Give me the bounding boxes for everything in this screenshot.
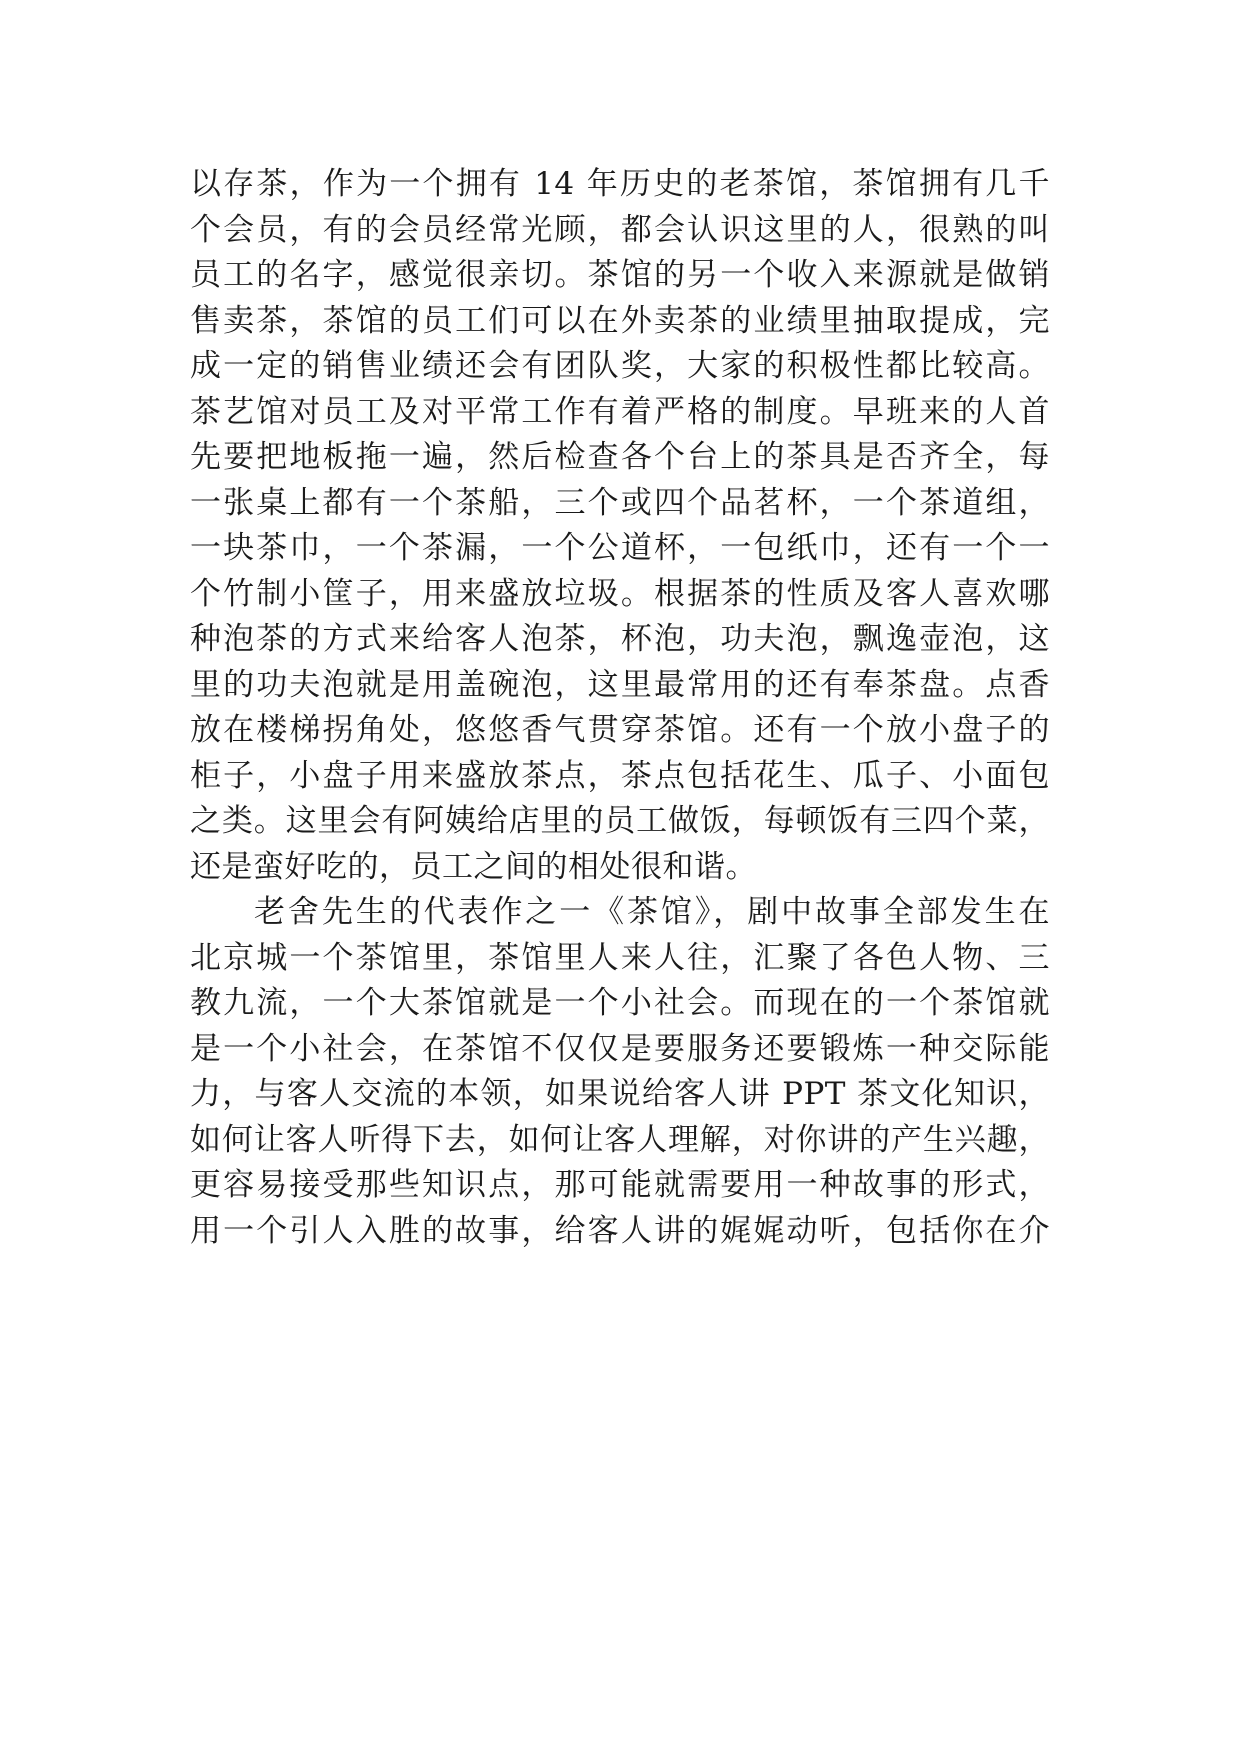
text-line: 一张桌上都有一个茶船，三个或四个品茗杯，一个茶道组， <box>190 484 1050 521</box>
text-line: 成一定的销售业绩还会有团队奖，大家的积极性都比较高。 <box>190 348 1050 384</box>
text-line: 先要把地板拖一遍，然后检查各个台上的茶具是否齐全，每 <box>190 439 1050 475</box>
text-line: 之类。这里会有阿姨给店里的员工做饭，每顿饭有三四个菜， <box>190 803 1050 839</box>
text-line: 如何让客人听得下去，如何让客人理解，对你讲的产生兴趣， <box>190 1121 1050 1158</box>
text-line: 老舍先生的代表作之一《茶馆》，剧中故事全部发生在 <box>254 894 1050 930</box>
text-line: 还是蛮好吃的，员工之间的相处很和谐。 <box>190 848 757 885</box>
text-line: 种泡茶的方式来给客人泡茶，杯泡，功夫泡，飘逸壶泡，这 <box>190 621 1050 657</box>
text-line: 力，与客人交流的本领，如果说给客人讲 PPT 茶文化知识， <box>190 1076 1050 1112</box>
text-line: 教九流，一个大茶馆就是一个小社会。而现在的一个茶馆就 <box>190 985 1050 1021</box>
text-line: 里的功夫泡就是用盖碗泡，这里最常用的还有奉茶盘。点香 <box>190 666 1050 703</box>
text-line: 北京城一个茶馆里，茶馆里人来人往，汇聚了各色人物、三 <box>190 939 1050 976</box>
text-line: 是一个小社会，在茶馆不仅仅是要服务还要锻炼一种交际能 <box>190 1030 1050 1067</box>
text-line: 一块茶巾，一个茶漏，一个公道杯，一包纸巾，还有一个一 <box>190 530 1050 566</box>
text-line: 以存茶，作为一个拥有 14 年历史的老茶馆，茶馆拥有几千 <box>190 166 1050 202</box>
text-line: 放在楼梯拐角处，悠悠香气贯穿茶馆。还有一个放小盘子的 <box>190 712 1050 748</box>
text-line: 售卖茶，茶馆的员工们可以在外卖茶的业绩里抽取提成，完 <box>190 302 1050 339</box>
text-line: 茶艺馆对员工及对平常工作有着严格的制度。早班来的人首 <box>190 393 1050 430</box>
text-line: 个会员，有的会员经常光顾，都会认识这里的人，很熟的叫 <box>190 211 1050 248</box>
document-body <box>190 162 1050 1254</box>
text-line: 更容易接受那些知识点，那可能就需要用一种故事的形式， <box>190 1167 1050 1203</box>
text-line: 用一个引人入胜的故事，给客人讲的娓娓动听，包括你在介 <box>190 1212 1050 1249</box>
text-line: 员工的名字，感觉很亲切。茶馆的另一个收入来源就是做销 <box>190 257 1050 293</box>
text-line: 柜子，小盘子用来盛放茶点，茶点包括花生、瓜子、小面包 <box>190 757 1050 794</box>
text-line: 个竹制小筐子，用来盛放垃圾。根据茶的性质及客人喜欢哪 <box>190 575 1050 612</box>
